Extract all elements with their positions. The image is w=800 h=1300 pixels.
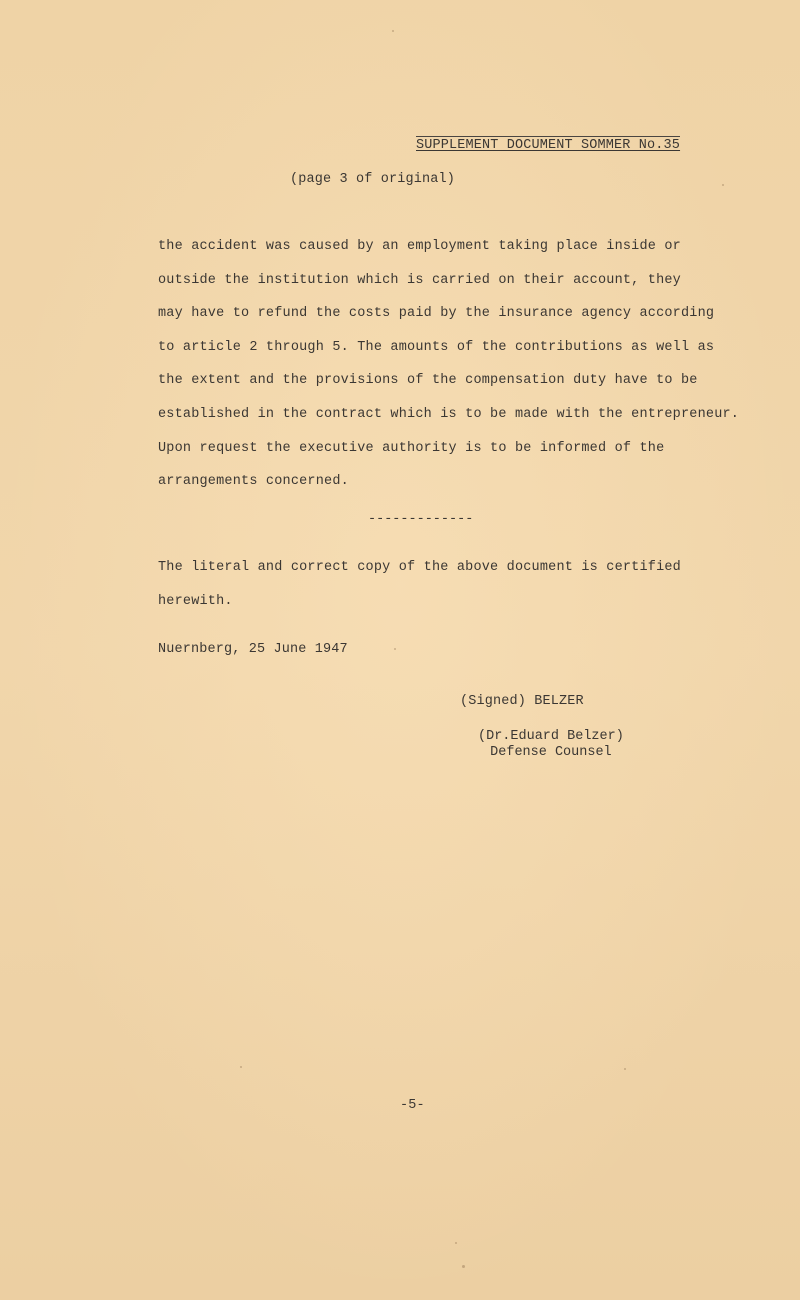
signatory-name: (Dr.Eduard Belzer)	[478, 729, 624, 744]
paper-speck	[455, 1242, 457, 1244]
section-divider: -------------	[368, 512, 474, 527]
paper-speck	[394, 648, 396, 650]
paper-speck	[240, 1066, 242, 1068]
body-line: Upon request the executive authority is to be informed of the	[158, 440, 665, 456]
signed-line: (Signed) BELZER	[460, 694, 584, 709]
place-date-line: Nuernberg, 25 June 1947	[158, 642, 348, 657]
supplement-document-heading: SUPPLEMENT DOCUMENT SOMMER No.35	[416, 138, 681, 153]
body-line: established in the contract which is to be made with the entrepreneur.	[158, 406, 740, 422]
body-paragraph	[158, 237, 758, 506]
body-line: may have to refund the costs paid by the insurance agency according	[158, 306, 715, 322]
certification-line: The literal and correct copy of the above document is certified	[158, 560, 681, 575]
body-line: arrangements concerned.	[158, 474, 349, 490]
signatory-title: Defense Counsel	[490, 745, 612, 760]
certification-paragraph	[158, 558, 758, 625]
paper-speck	[722, 184, 724, 186]
certification-line: herewith.	[158, 593, 233, 609]
page-of-original-note: (page 3 of original)	[290, 172, 456, 187]
signature-block	[478, 729, 624, 761]
paper-speck	[392, 30, 394, 32]
page-number: -5-	[400, 1098, 425, 1113]
body-line: outside the institution which is carried on their account, they	[158, 272, 681, 288]
paper-speck	[462, 1265, 465, 1268]
body-line: the extent and the provisions of the compensation duty have to be	[158, 373, 698, 389]
body-line: the accident was caused by an employment taking place inside or	[158, 239, 681, 254]
paper-speck	[624, 1068, 626, 1070]
body-line: to article 2 through 5. The amounts of the contributions as well as	[158, 339, 715, 355]
